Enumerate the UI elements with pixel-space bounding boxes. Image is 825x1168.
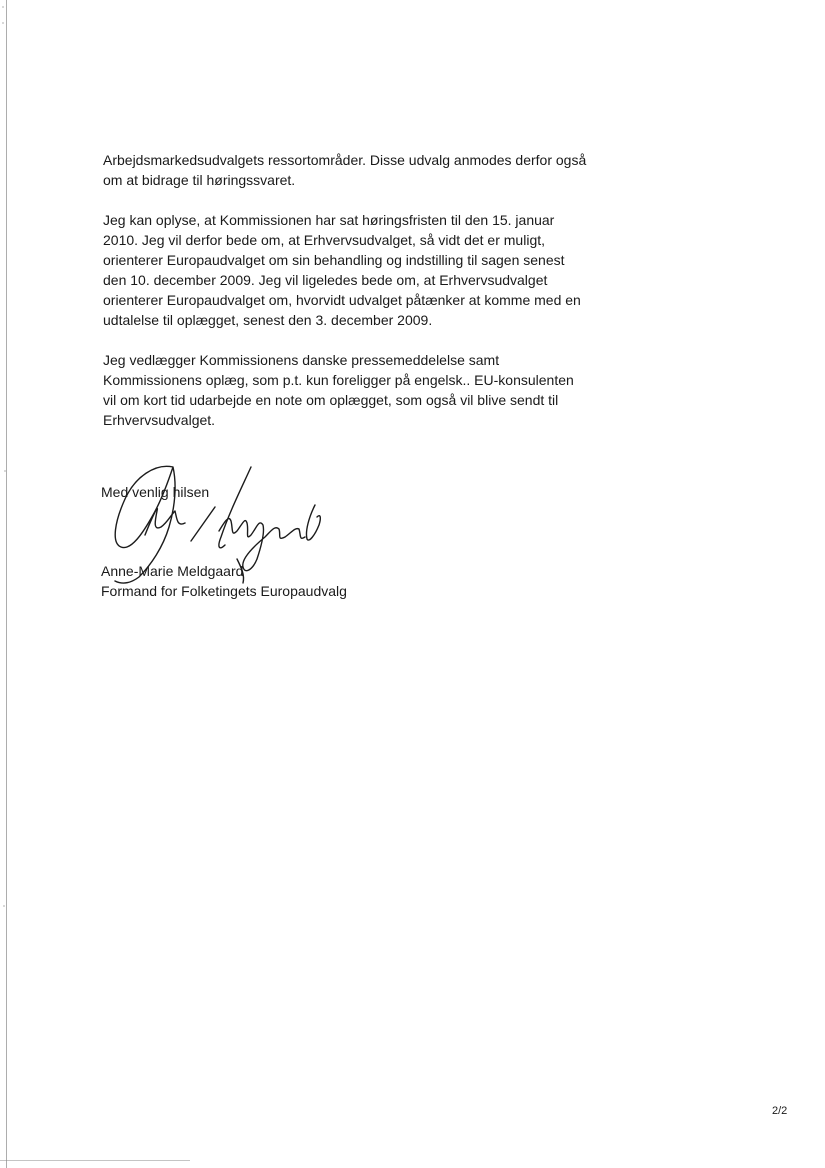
- scan-edge-bottom: [0, 1160, 190, 1161]
- text-line: om at bidrage til høringssvaret.: [103, 172, 296, 188]
- text-line: Jeg vedlægger Kommissionens danske pressemeddelelse samt: [103, 352, 500, 368]
- paragraph: [103, 210, 603, 330]
- text-line: orienterer Europaudvalget om sin behandling og indstilling til sagen senest: [103, 252, 565, 268]
- text-line: orienterer Europaudvalget om, hvorvidt udvalget påtænker at komme med en: [103, 292, 581, 308]
- text-line: Kommissionens oplæg, som p.t. kun foreligger på engelsk.. EU-konsulenten: [103, 372, 574, 388]
- scan-speck: [2, 22, 4, 24]
- letter-body: [103, 150, 603, 450]
- text-line: Arbejdsmarkedsudvalgets ressortområder. Disse udvalg anmodes derfor også: [103, 152, 587, 168]
- text-line: udtalelse til oplægget, senest den 3. december 2009.: [103, 312, 433, 328]
- scan-speck: [4, 470, 6, 472]
- text-line: Erhvervsudvalget.: [103, 412, 216, 428]
- text-line: Jeg kan oplyse, at Kommissionen har sat høringsfristen til den 15. januar: [103, 212, 555, 228]
- text-line: den 10. december 2009. Jeg vil ligeledes bede om, at Erhvervsudvalget: [103, 272, 548, 288]
- signatory-role: Formand for Folketingets Europaudvalg: [101, 583, 347, 599]
- paragraph: [103, 350, 603, 430]
- scan-edge-left: [6, 0, 7, 1168]
- closing-salutation: Med venlig hilsen: [101, 484, 210, 500]
- text-line: vil om kort tid udarbejde en note om oplægget, som også vil blive sendt til: [103, 392, 559, 408]
- signatory-name: Anne-Marie Meldgaard: [101, 563, 244, 579]
- text-line: 2010. Jeg vil derfor bede om, at Erhvervsudvalget, så vidt det er muligt,: [103, 232, 546, 248]
- scan-speck: [2, 6, 4, 8]
- paragraph: [103, 150, 603, 190]
- page-number: 2/2: [772, 1105, 788, 1117]
- scan-speck: [3, 905, 5, 907]
